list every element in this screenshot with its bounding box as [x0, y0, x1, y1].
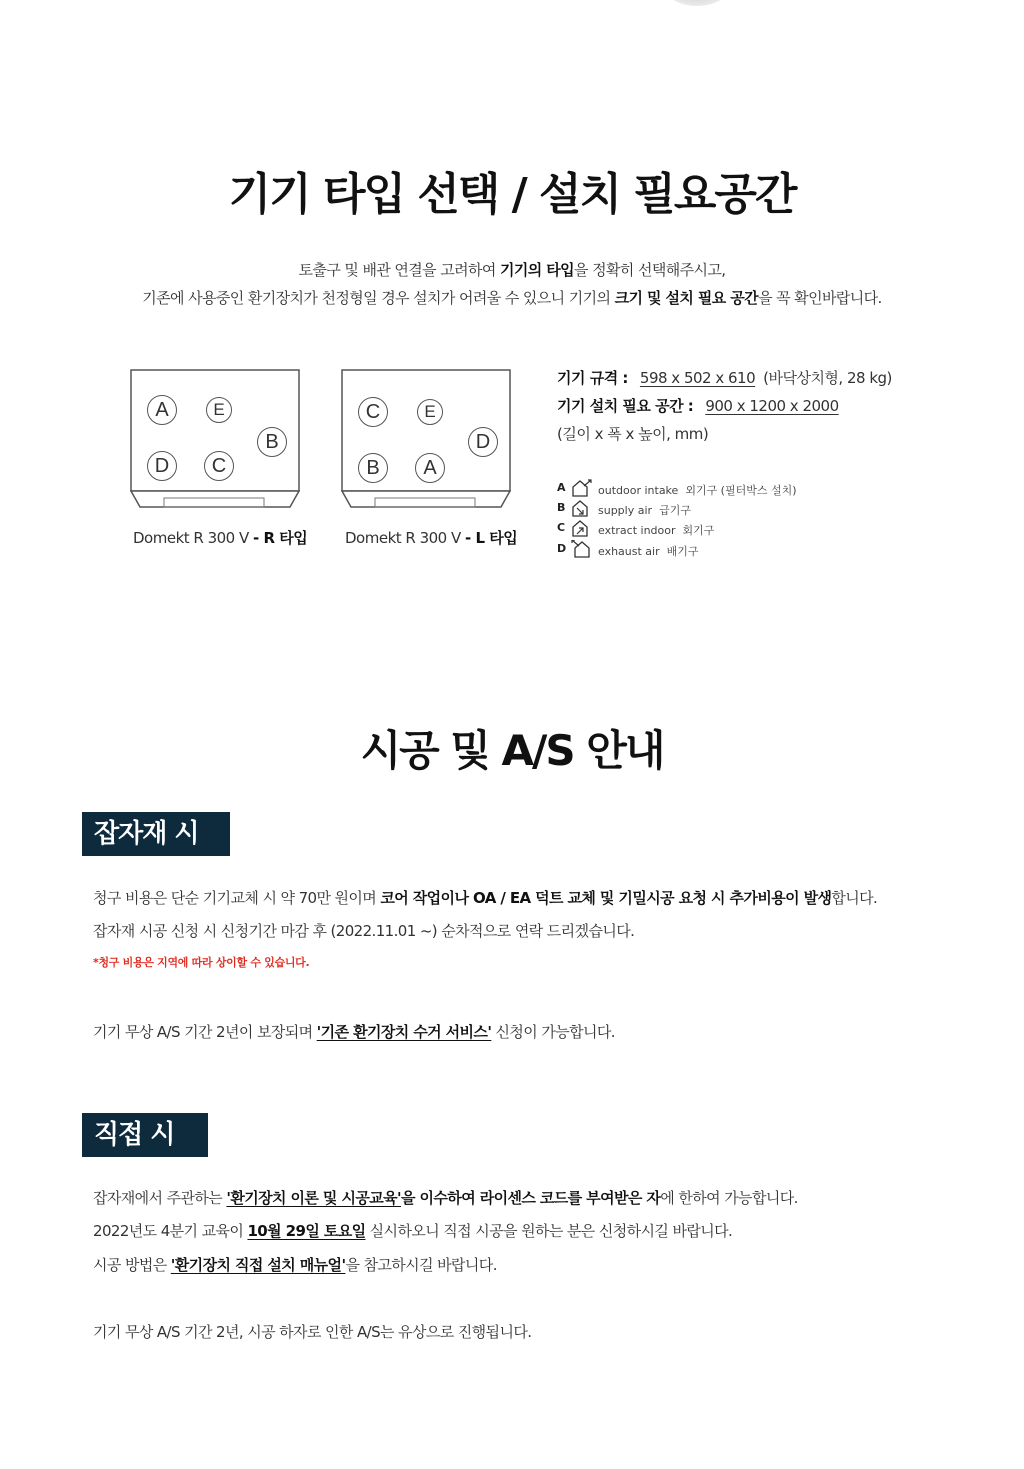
legend-ko: 외기구 (필터박스 설치): [685, 484, 797, 497]
intro-text: 기존에 사용중인 환기장치가 천정형일 경우 설치가 어려울 수 있으니 기기의: [142, 289, 615, 307]
spec-note: (바닥상치형, 28 kg): [763, 369, 892, 387]
paragraph-cost: [93, 887, 877, 908]
port-label: C: [204, 451, 234, 481]
intro-text: 토출구 및 배관 연결을 고려하여: [298, 261, 500, 279]
port-label: A: [147, 395, 177, 425]
para-emphasis: '환기장치 직접 설치 매뉴얼': [170, 1256, 346, 1274]
legend-key: C: [557, 521, 566, 534]
extract-indoor-icon: [571, 519, 593, 537]
port-label: A: [415, 453, 445, 483]
paragraph-schedule: [93, 1220, 732, 1241]
spec-unit-note: (길이 x 폭 x 높이, mm): [557, 425, 709, 443]
intro-line-2: [0, 287, 1024, 308]
para-emphasis: 10월 29일 토요일: [247, 1222, 366, 1240]
legend-text: [598, 543, 699, 559]
model-name: Domekt R 300 V: [345, 529, 466, 547]
legend-key: D: [557, 542, 567, 555]
port-label: B: [358, 453, 388, 483]
port-label: D: [468, 427, 498, 457]
spec-label: 기기 설치 필요 공간 :: [557, 397, 694, 415]
intro-emphasis: 크기 및 설치 필요 공간: [614, 289, 759, 307]
port-label: C: [358, 397, 388, 427]
badge-jabjajae-install: 잡자재 시공: [82, 812, 230, 856]
para-emphasis: '환기장치 이론 및 시공교육': [226, 1189, 402, 1207]
outdoor-intake-icon: [571, 479, 593, 497]
spec-value: 598 x 502 x 610: [639, 369, 756, 387]
port-label: E: [417, 399, 443, 425]
model-type: - L 타입: [465, 529, 518, 547]
legend-key: B: [557, 501, 566, 514]
legend-key: A: [557, 481, 566, 494]
para-text: 에 한하여 가능합니다.: [660, 1189, 798, 1207]
para-text: 을 참고하시길 바랍니다.: [345, 1256, 497, 1274]
legend-text: [598, 502, 691, 518]
intro-emphasis: 기기의 타입: [499, 261, 575, 279]
model-name: Domekt R 300 V: [133, 529, 254, 547]
intro-text: 을 정확히 선택해주시고,: [574, 261, 726, 279]
legend-en: supply air: [598, 504, 653, 517]
para-text: 실시하오니 직접 시공을 원하는 분은 신청하시길 바랍니다.: [365, 1222, 733, 1240]
legend-text: [598, 522, 714, 538]
port-label: E: [206, 397, 232, 423]
legend-en: exhaust air: [598, 545, 660, 558]
para-text: 합니다.: [831, 889, 878, 907]
legend-ko: 회기구: [682, 524, 715, 537]
para-text: 잡자재에서 주관하는: [93, 1189, 227, 1207]
para-emphasis: '기존 환기장치 수거 서비스': [316, 1023, 492, 1041]
legend-en: extract indoor: [598, 524, 676, 537]
para-text: 신청이 가능합니다.: [491, 1023, 615, 1041]
cost-note: *청구 비용은 지역에 따라 상이할 수 있습니다.: [93, 956, 310, 969]
section-title-device-type: 기기 타입 선택 / 설치 필요공간: [228, 169, 796, 220]
legend-ko: 급기구: [659, 504, 691, 517]
para-text: 기기 무상 A/S 기간 2년이 보장되며: [93, 1023, 317, 1041]
exhaust-air-icon: [571, 540, 593, 558]
spec-install-space: [557, 395, 847, 416]
unit-caption-l: [345, 527, 517, 548]
section-title-as-guide: 시공 및 A/S 안내: [360, 726, 664, 775]
spec-device-size: [557, 367, 892, 388]
paragraph-warranty-direct: 기기 무상 A/S 기간 2년, 시공 하자로 인한 A/S는 유상으로 진행됩니다.: [93, 1323, 532, 1341]
para-emphasis: 을 이수하여 라이센스 코드를 부여받은 자: [401, 1189, 661, 1207]
unit-caption-r: [133, 527, 307, 548]
badge-direct-install: 직접 시공: [82, 1113, 208, 1157]
para-emphasis: 코어 작업이나 OA / EA 덕트 교체 및 기밀시공 요청 시 추가비용이 발생: [380, 889, 832, 907]
spec-value: 900 x 1200 x 2000: [705, 397, 839, 415]
legend-ko: 배기구: [666, 545, 699, 558]
legend-en: outdoor intake: [598, 484, 679, 497]
paragraph-warranty: [93, 1021, 615, 1042]
para-text: 시공 방법은: [93, 1256, 171, 1274]
legend-text: [598, 482, 797, 498]
intro-line-1: [0, 259, 1024, 280]
unit-diagram-l-type: [341, 369, 511, 512]
supply-air-icon: [571, 499, 593, 517]
port-label: D: [147, 451, 177, 481]
para-text: 2022년도 4분기 교육이: [93, 1222, 248, 1240]
unit-diagram-r-type: [130, 369, 300, 512]
paragraph-license: [93, 1187, 798, 1208]
model-type: - R 타입: [253, 529, 308, 547]
top-decoration: [662, 0, 732, 6]
paragraph-contact: 잡자재 시공 신청 시 신청기간 마감 후 (2022.11.01 ~) 순차적으로 연락 드리겠습니다.: [93, 922, 635, 940]
intro-text: 을 꼭 확인바랍니다.: [758, 289, 882, 307]
port-label: B: [257, 427, 287, 457]
paragraph-manual: [93, 1254, 497, 1275]
para-text: 청구 비용은 단순 기기교체 시 약 70만 원이며: [93, 889, 381, 907]
spec-label: 기기 규격 :: [557, 369, 628, 387]
